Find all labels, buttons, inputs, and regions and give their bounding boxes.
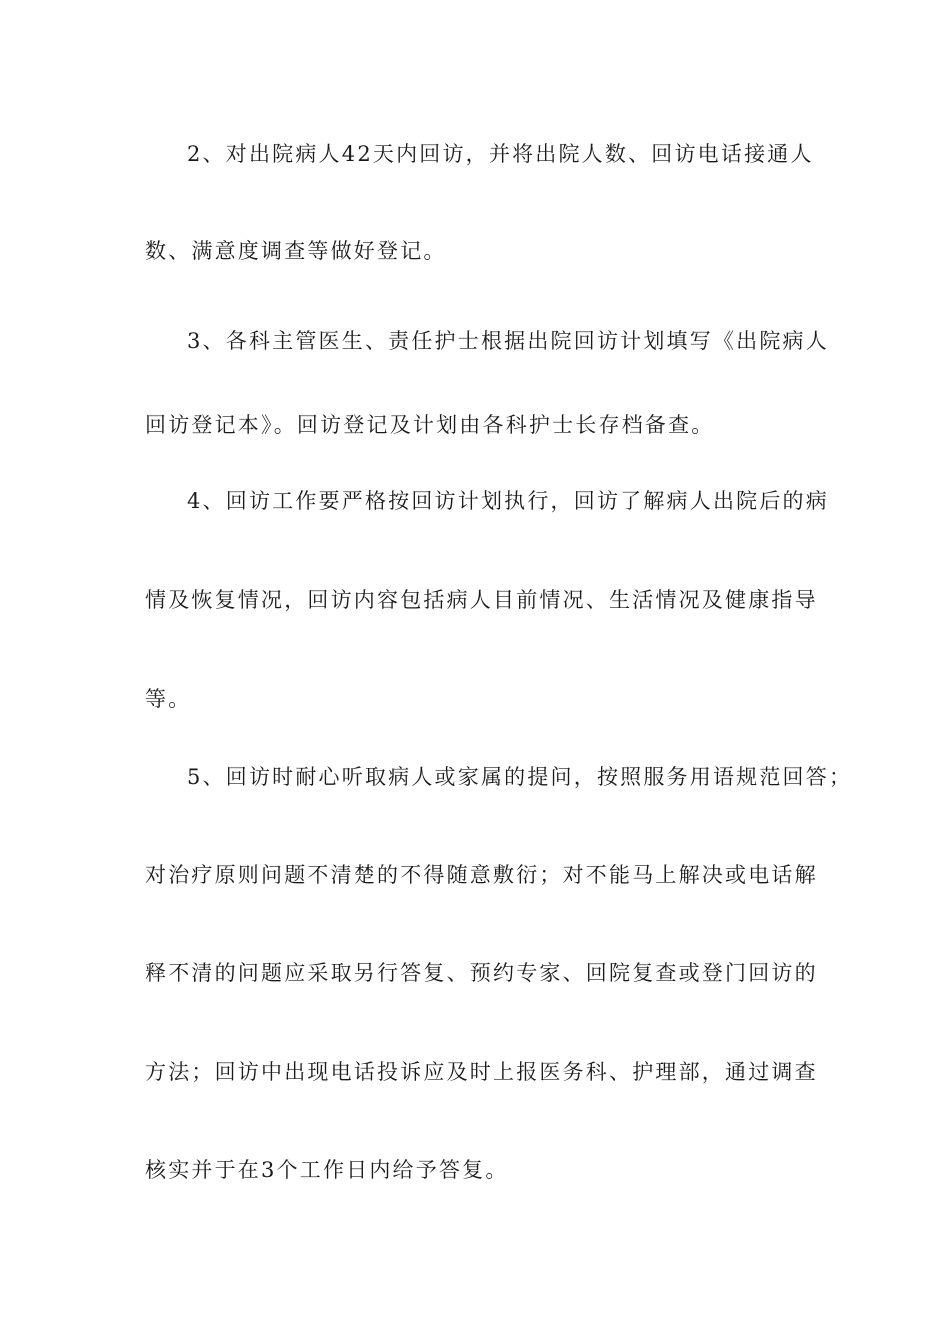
paragraph-5-line-5: 核实并于在3个工作日内给予答复。	[145, 1158, 509, 1182]
paragraph-2-line-2: 数、满意度调查等做好登记。	[145, 239, 447, 263]
paragraph-5-line-2: 对治疗原则问题不清楚的不得随意敷衍；对不能马上解决或电话解	[145, 863, 818, 887]
paragraph-3-line-1: 3、各科主管医生、责任护士根据出院回访计划填写《出院病人	[187, 329, 829, 353]
paragraph-4-line-3: 等。	[145, 687, 192, 711]
paragraph-5-line-3: 释不清的问题应采取另行答复、预约专家、回院复查或登门回访的	[145, 961, 818, 985]
paragraph-5-line-1: 5、回访时耐心听取病人或家属的提问，按照服务用语规范回答；	[187, 765, 853, 789]
paragraph-3-line-2: 回访登记本》。回访登记及计划由各科护士长存档备查。	[145, 413, 715, 437]
paragraph-5-line-4: 方法；回访中出现电话投诉应及时上报医务科、护理部，通过调查	[145, 1060, 818, 1084]
paragraph-4-line-1: 4、回访工作要严格按回访计划执行，回访了解病人出院后的病	[187, 489, 829, 513]
paragraph-4-line-2: 情及恢复情况，回访内容包括病人目前情况、生活情况及健康指导	[145, 588, 818, 612]
paragraph-2-line-1: 2、对出院病人42天内回访，并将出院人数、回访电话接通人	[187, 142, 814, 166]
